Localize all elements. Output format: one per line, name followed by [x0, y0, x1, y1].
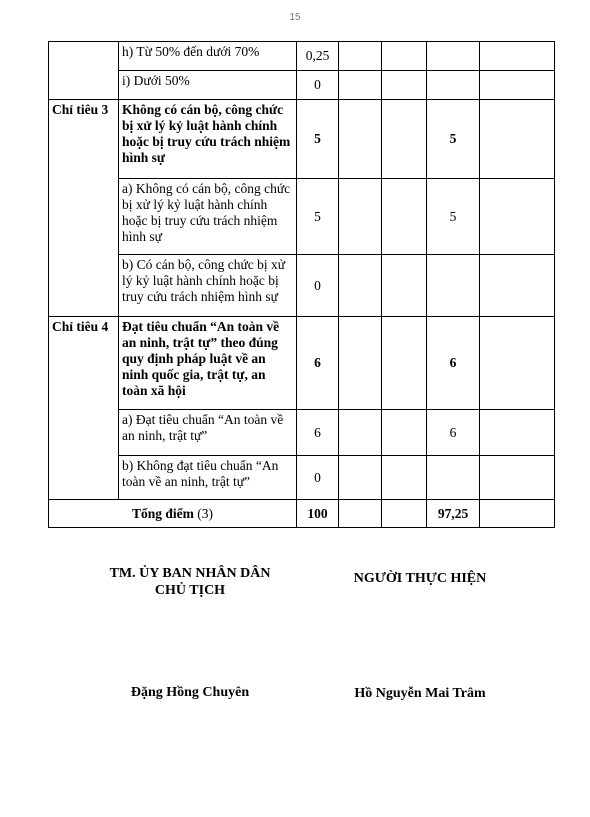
score-cell — [339, 42, 382, 71]
score-cell — [382, 71, 427, 100]
content-cell: a) Đạt tiêu chuẩn “An toàn về an ninh, trật tự” — [119, 410, 297, 456]
score-cell — [480, 456, 555, 500]
max-score-cell: 0 — [297, 71, 339, 100]
total-label-cell — [49, 500, 297, 528]
score-cell — [339, 456, 382, 500]
score-cell — [480, 42, 555, 71]
score-cell — [382, 100, 427, 179]
score-cell — [382, 410, 427, 456]
signature-left-title — [90, 565, 290, 599]
self-score-cell: 5 — [427, 179, 480, 255]
table-row — [49, 410, 555, 456]
score-cell — [480, 179, 555, 255]
score-cell — [382, 255, 427, 317]
score-cell — [339, 317, 382, 410]
signature-left-name: Đặng Hồng Chuyên — [130, 685, 250, 700]
score-cell — [339, 100, 382, 179]
content-cell: a) Không có cán bộ, công chức bị xử lý kỷ luật hành chính hoặc bị truy cứu trách nhiệm hình sự — [119, 179, 297, 255]
table-row — [49, 42, 555, 71]
max-score-cell: 0 — [297, 255, 339, 317]
score-cell — [480, 71, 555, 100]
content-cell: b) Không đạt tiêu chuẩn “An toàn về an ninh, trật tự” — [119, 456, 297, 500]
content-cell: Đạt tiêu chuẩn “An toàn về an ninh, trật tự” theo đúng quy định pháp luật về an ninh quốc gia, trật tự, an toàn xã hội — [119, 317, 297, 410]
self-score-cell: 5 — [427, 100, 480, 179]
max-score-cell: 6 — [297, 410, 339, 456]
committee-title: TM. ỦY BAN NHÂN DÂN — [109, 566, 271, 581]
score-cell — [382, 179, 427, 255]
criteria-label: Chỉ tiêu 4 — [49, 317, 119, 500]
signature-right-name: Hồ Nguyễn Mai Trâm — [354, 686, 486, 701]
table-row — [49, 100, 555, 179]
content-cell: b) Có cán bộ, công chức bị xử lý kỷ luật hành chính hoặc bị truy cứu trách nhiệm hình sự — [119, 255, 297, 317]
criteria-label: Chỉ tiêu 3 — [49, 100, 119, 317]
score-table — [48, 41, 555, 528]
table-row — [49, 456, 555, 500]
self-score-cell — [427, 456, 480, 500]
max-score-cell: 0,25 — [297, 42, 339, 71]
self-score-cell — [427, 42, 480, 71]
table-row — [49, 255, 555, 317]
total-note: (3) — [193, 505, 213, 521]
signature-right-title: NGƯỜI THỰC HIỆN — [353, 571, 487, 586]
total-max-score: 100 — [297, 500, 339, 528]
total-self-score: 97,25 — [427, 500, 480, 528]
score-cell — [382, 317, 427, 410]
score-cell — [480, 100, 555, 179]
score-cell — [339, 179, 382, 255]
score-cell — [339, 500, 382, 528]
total-row — [49, 500, 555, 528]
score-cell — [480, 317, 555, 410]
score-cell — [480, 410, 555, 456]
score-cell — [339, 71, 382, 100]
self-score-cell: 6 — [427, 410, 480, 456]
table-row — [49, 179, 555, 255]
content-cell: h) Từ 50% đến dưới 70% — [119, 42, 297, 71]
self-score-cell — [427, 71, 480, 100]
score-cell — [382, 456, 427, 500]
total-label: Tổng điểm — [131, 505, 194, 521]
table-row — [49, 71, 555, 100]
page-number: 15 — [289, 12, 301, 23]
score-cell — [480, 255, 555, 317]
score-cell — [382, 42, 427, 71]
self-score-cell — [427, 255, 480, 317]
content-cell: Không có cán bộ, công chức bị xử lý kỷ luật hành chính hoặc bị truy cứu trách nhiệm hình sự — [119, 100, 297, 179]
score-cell — [480, 500, 555, 528]
score-cell — [382, 500, 427, 528]
max-score-cell: 5 — [297, 179, 339, 255]
score-cell — [339, 255, 382, 317]
max-score-cell: 0 — [297, 456, 339, 500]
chairman-title: CHỦ TỊCH — [154, 583, 226, 598]
self-score-cell: 6 — [427, 317, 480, 410]
max-score-cell: 6 — [297, 317, 339, 410]
table-row — [49, 317, 555, 410]
content-cell: i) Dưới 50% — [119, 71, 297, 100]
score-cell — [339, 410, 382, 456]
criteria-cell — [49, 42, 119, 100]
max-score-cell: 5 — [297, 100, 339, 179]
